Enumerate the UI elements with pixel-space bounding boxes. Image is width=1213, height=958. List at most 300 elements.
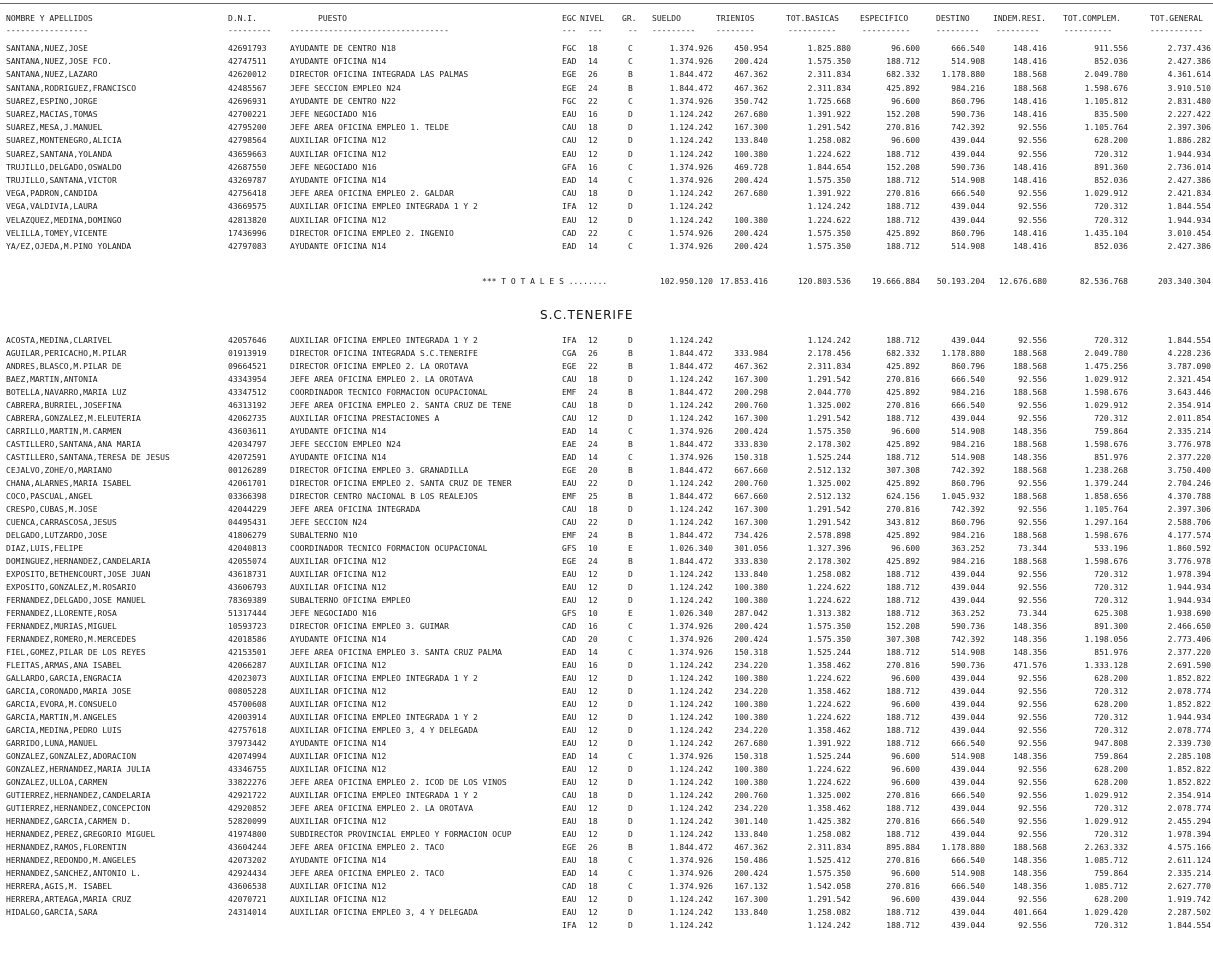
- cell-dni: 03366398: [228, 492, 267, 501]
- cell-dni: 43606793: [228, 583, 267, 592]
- cell-puesto: AYUDANTE OFICINA N14: [290, 635, 387, 644]
- cell-puesto: DIRECTOR OFICINA EMPLEO 3. GUIMAR: [290, 622, 449, 631]
- cell-sueldo: 1.124.242: [669, 778, 713, 787]
- cell-gr: D: [628, 375, 633, 384]
- totals-tot-basicas: 120.803.536: [798, 277, 851, 286]
- cell-destino: 439.044: [951, 713, 985, 722]
- cell-trienios: 301.056: [734, 544, 768, 553]
- cell-tot-basicas: 1.124.242: [807, 202, 851, 212]
- cell-tot-basicas: 1.391.922: [807, 189, 851, 199]
- cell-dni: 46313192: [228, 401, 267, 410]
- totals-sueldo: 102.950.120: [660, 277, 713, 286]
- cell-indem: 92.556: [1018, 674, 1047, 683]
- cell-sueldo: 1.124.242: [669, 921, 713, 930]
- cell-especifico: 270.816: [886, 661, 920, 670]
- cell-especifico: 96.600: [891, 700, 920, 709]
- cell-destino: 590.736: [951, 162, 985, 172]
- cell-trienios: 287.042: [734, 609, 768, 618]
- cell-egc: EAU: [562, 765, 577, 774]
- table-row: [0, 188, 1213, 200]
- cell-gr: D: [628, 700, 633, 709]
- cell-destino: 439.044: [951, 674, 985, 683]
- cell-destino: 590.736: [951, 661, 985, 670]
- cell-dni: 01913919: [228, 349, 267, 358]
- cell-nivel: 12: [588, 908, 598, 917]
- cell-tot-general: 2.227.422: [1167, 110, 1211, 119]
- cell-gr: C: [628, 162, 633, 172]
- cell-trienios: 200.424: [734, 869, 768, 878]
- cell-trienios: 133.840: [734, 136, 768, 146]
- cell-tot-general: 2.339.730: [1167, 739, 1211, 748]
- table-row: [0, 122, 1213, 134]
- cell-egc: EGE: [562, 557, 577, 566]
- cell-gr: C: [628, 44, 633, 53]
- cell-trienios: 234.220: [734, 687, 768, 696]
- cell-sueldo: 1.124.242: [669, 726, 713, 735]
- cell-indem: 148.356: [1013, 622, 1047, 631]
- cell-gr: C: [628, 242, 633, 251]
- cell-indem: 92.556: [1018, 921, 1047, 930]
- cell-gr: D: [628, 661, 633, 670]
- cell-gr: D: [628, 739, 633, 748]
- cell-tot-basicas: 2.044.770: [807, 388, 851, 397]
- table-row: [0, 699, 1213, 711]
- cell-puesto: AUXILIAR OFICINA N12: [290, 895, 387, 904]
- cell-sueldo: 1.844.472: [669, 466, 713, 475]
- cell-gr: D: [628, 505, 633, 514]
- cell-puesto: AUXILIAR OFICINA N12: [290, 661, 387, 670]
- cell-dni: 41806279: [228, 531, 267, 540]
- table-row: [0, 491, 1213, 503]
- cell-egc: FGC: [562, 96, 577, 106]
- cell-name: CHANA,ALARNES,MARIA ISABEL: [6, 479, 132, 488]
- cell-destino: 666.540: [951, 739, 985, 748]
- cell-nivel: 24: [588, 557, 598, 566]
- cell-tot-complem: 1.475.256: [1084, 362, 1128, 371]
- cell-trienios: 150.318: [734, 752, 768, 761]
- cell-name: HERNANDEZ,GARCIA,CARMEN D.: [6, 817, 132, 826]
- cell-egc: EAU: [562, 661, 577, 670]
- cell-tot-complem: 625.308: [1094, 609, 1128, 618]
- cell-tot-basicas: 2.311.834: [807, 843, 851, 852]
- cell-trienios: 467.362: [734, 83, 768, 93]
- cell-puesto: COORDINADOR TECNICO FORMACION OCUPACIONAL: [290, 388, 488, 397]
- cell-gr: C: [628, 635, 633, 644]
- cell-puesto: JEFE SECCION N24: [290, 518, 368, 527]
- cell-tot-complem: 1.435.104: [1084, 228, 1128, 238]
- table-row: [0, 751, 1213, 763]
- cell-tot-basicas: 1.525.244: [807, 752, 851, 761]
- cell-tot-basicas: 1.844.654: [807, 162, 851, 172]
- cell-especifico: 270.816: [886, 856, 920, 865]
- cell-especifico: 188.712: [886, 713, 920, 722]
- cell-sueldo: 1.374.926: [669, 44, 713, 53]
- cell-destino: 742.392: [951, 505, 985, 514]
- cell-nivel: 14: [588, 176, 598, 185]
- cell-trienios: 467.362: [734, 843, 768, 852]
- cell-tot-basicas: 1.825.880: [807, 44, 851, 53]
- section-title: S.C.TENERIFE: [540, 308, 634, 322]
- cell-tot-general: 1.919.742: [1167, 895, 1211, 904]
- cell-indem: 148.356: [1013, 635, 1047, 644]
- cell-name: TRUJILLO,SANTANA,VICTOR: [6, 176, 117, 185]
- cell-tot-complem: 1.379.244: [1084, 479, 1128, 488]
- cell-especifico: 188.712: [886, 921, 920, 930]
- cell-indem: 92.556: [1018, 136, 1047, 146]
- cell-egc: FGC: [562, 44, 577, 53]
- cell-sueldo: 1.844.472: [669, 440, 713, 449]
- cell-indem: 148.416: [1013, 176, 1047, 185]
- cell-tot-general: 2.455.294: [1167, 817, 1211, 826]
- table-row: [0, 517, 1213, 529]
- cell-trienios: 333.984: [734, 349, 768, 358]
- cell-egc: CAU: [562, 414, 577, 423]
- cell-trienios: 333.830: [734, 440, 768, 449]
- cell-trienios: 167.300: [734, 518, 768, 527]
- cell-destino: 363.252: [951, 609, 985, 618]
- cell-nivel: 16: [588, 162, 598, 172]
- cell-trienios: 200.424: [734, 622, 768, 631]
- cell-egc: EAD: [562, 176, 577, 185]
- cell-egc: EAE: [562, 440, 577, 449]
- cell-destino: 439.044: [951, 765, 985, 774]
- cell-tot-complem: 1.333.128: [1084, 661, 1128, 670]
- cell-indem: 188.568: [1013, 466, 1047, 475]
- cell-trienios: 100.380: [734, 149, 768, 159]
- cell-gr: B: [628, 83, 633, 93]
- cell-name: VELAZQUEZ,MEDINA,DOMINGO: [6, 215, 122, 225]
- totals-tot-general: 203.340.304: [1158, 277, 1211, 286]
- cell-indem: 92.556: [1018, 149, 1047, 159]
- cell-tot-complem: 891.360: [1094, 162, 1128, 172]
- cell-sueldo: 1.124.242: [669, 791, 713, 800]
- cell-trienios: 150.486: [734, 856, 768, 865]
- cell-tot-general: 2.588.706: [1167, 518, 1211, 527]
- table-row: [0, 816, 1213, 828]
- cell-name: GUTIERREZ,HERNANDEZ,CANDELARIA: [6, 791, 151, 800]
- cell-indem: 188.568: [1013, 362, 1047, 371]
- cell-tot-basicas: 1.291.542: [807, 375, 851, 384]
- cell-tot-basicas: 1.258.082: [807, 908, 851, 917]
- cell-sueldo: 1.124.242: [669, 110, 713, 119]
- table-row: [0, 894, 1213, 906]
- cell-tot-basicas: 1.224.622: [807, 674, 851, 683]
- cell-destino: 590.736: [951, 622, 985, 631]
- table-row: [0, 725, 1213, 737]
- cell-indem: 92.556: [1018, 583, 1047, 592]
- cell-destino: 514.908: [951, 869, 985, 878]
- cell-tot-basicas: 1.575.350: [807, 228, 851, 238]
- cell-name: ACOSTA,MEDINA,CLARIVEL: [6, 336, 112, 345]
- cell-egc: EAU: [562, 895, 577, 904]
- cell-puesto: AYUDANTE OFICINA N14: [290, 242, 387, 251]
- cell-egc: CAU: [562, 189, 577, 199]
- header-underline-row: [0, 25, 1213, 37]
- cell-destino: 984.216: [951, 531, 985, 540]
- cell-gr: E: [628, 609, 633, 618]
- cell-tot-complem: 851.976: [1094, 453, 1128, 462]
- cell-name: AGUILAR,PERICACHO,M.PILAR: [6, 349, 127, 358]
- cell-especifico: 188.712: [886, 242, 920, 251]
- cell-especifico: 188.712: [886, 687, 920, 696]
- cell-name: HERRERA,ARTEAGA,MARIA CRUZ: [6, 895, 132, 904]
- cell-tot-general: 2.078.774: [1167, 687, 1211, 696]
- cell-tot-general: 3.787.090: [1167, 362, 1211, 371]
- cell-gr: C: [628, 427, 633, 436]
- cell-indem: 148.356: [1013, 856, 1047, 865]
- cell-dni: 42057646: [228, 336, 267, 345]
- cell-nivel: 12: [588, 583, 598, 592]
- table-row: [0, 738, 1213, 750]
- cell-destino: 439.044: [951, 700, 985, 709]
- cell-tot-complem: 1.598.676: [1084, 388, 1128, 397]
- cell-puesto: AUXILIAR OFICINA N12: [290, 136, 387, 146]
- cell-tot-basicas: 2.311.834: [807, 362, 851, 371]
- cell-sueldo: 1.124.242: [669, 895, 713, 904]
- cell-tot-basicas: 1.575.350: [807, 427, 851, 436]
- cell-tot-general: 3.010.454: [1167, 228, 1211, 238]
- cell-egc: EAU: [562, 726, 577, 735]
- cell-egc: EGE: [562, 70, 577, 80]
- table-row: [0, 543, 1213, 555]
- cell-gr: B: [628, 388, 633, 397]
- cell-dni: 43669575: [228, 202, 267, 212]
- cell-nivel: 20: [588, 635, 598, 644]
- cell-gr: C: [628, 176, 633, 185]
- cell-tot-basicas: 1.325.002: [807, 401, 851, 410]
- cell-indem: 148.416: [1013, 57, 1047, 67]
- cell-sueldo: 1.124.242: [669, 713, 713, 722]
- cell-sueldo: 1.844.472: [669, 531, 713, 540]
- cell-tot-general: 1.944.934: [1167, 596, 1211, 605]
- cell-nivel: 16: [588, 661, 598, 670]
- cell-puesto: AUXILIAR OFICINA N12: [290, 570, 387, 579]
- cell-tot-general: 2.011.854: [1167, 414, 1211, 423]
- cell-trienios: 267.680: [734, 110, 768, 119]
- cell-gr: D: [628, 765, 633, 774]
- cell-nivel: 22: [588, 518, 598, 527]
- dash-sueldo: ---------: [652, 26, 696, 35]
- cell-tot-general: 4.361.614: [1167, 70, 1211, 80]
- table-row: [0, 374, 1213, 386]
- cell-indem: 148.356: [1013, 648, 1047, 657]
- cell-tot-complem: 1.238.268: [1084, 466, 1128, 475]
- cell-tot-complem: 1.198.056: [1084, 635, 1128, 644]
- cell-tot-general: 2.285.108: [1167, 752, 1211, 761]
- cell-gr: D: [628, 414, 633, 423]
- cell-tot-complem: 851.976: [1094, 648, 1128, 657]
- cell-sueldo: 1.124.242: [669, 661, 713, 670]
- cell-indem: 92.556: [1018, 505, 1047, 514]
- cell-nivel: 25: [588, 492, 598, 501]
- cell-name: GUTIERREZ,HERNANDEZ,CONCEPCION: [6, 804, 151, 813]
- cell-puesto: AUXILIAR OFICINA EMPLEO 3, 4 Y DELEGADA: [290, 726, 478, 735]
- cell-destino: 514.908: [951, 242, 985, 251]
- cell-sueldo: 1.844.472: [669, 349, 713, 358]
- cell-egc: EMF: [562, 388, 577, 397]
- cell-tot-general: 2.611.124: [1167, 856, 1211, 865]
- header-egc: EGC: [562, 14, 577, 23]
- cell-tot-complem: 1.029.912: [1084, 375, 1128, 384]
- table-row: [0, 712, 1213, 724]
- cell-destino: 666.540: [951, 401, 985, 410]
- cell-tot-general: 1.852.822: [1167, 674, 1211, 683]
- cell-tot-general: 2.397.306: [1167, 123, 1211, 133]
- cell-tot-general: 1.944.934: [1167, 583, 1211, 592]
- cell-puesto: COORDINADOR TECNICO FORMACION OCUPACIONAL: [290, 544, 488, 553]
- cell-trienios: 200.424: [734, 176, 768, 185]
- cell-gr: B: [628, 843, 633, 852]
- cell-nivel: 12: [588, 726, 598, 735]
- cell-dni: 42813820: [228, 215, 267, 225]
- cell-dni: 42920852: [228, 804, 267, 813]
- table-row: [0, 149, 1213, 161]
- cell-tot-basicas: 2.578.898: [807, 531, 851, 540]
- cell-tot-general: 1.852.822: [1167, 765, 1211, 774]
- cell-dni: 42055074: [228, 557, 267, 566]
- header-gr: GR.: [622, 14, 637, 23]
- cell-dni: 52820099: [228, 817, 267, 826]
- cell-tot-complem: 720.312: [1094, 336, 1128, 345]
- cell-egc: IFA: [562, 336, 577, 345]
- cell-tot-basicas: 1.525.244: [807, 453, 851, 462]
- dash-trienios: --------: [716, 26, 755, 35]
- cell-puesto: AYUDANTE OFICINA N14: [290, 739, 387, 748]
- cell-name: SANTANA,NUEZ,JOSE: [6, 44, 88, 53]
- cell-indem: 148.416: [1013, 44, 1047, 53]
- cell-tot-general: 1.944.934: [1167, 149, 1211, 159]
- cell-tot-general: 2.627.770: [1167, 882, 1211, 891]
- cell-egc: IFA: [562, 202, 577, 212]
- cell-nivel: 18: [588, 375, 598, 384]
- cell-egc: EAU: [562, 570, 577, 579]
- cell-destino: 439.044: [951, 726, 985, 735]
- cell-especifico: 270.816: [886, 123, 920, 133]
- cell-tot-basicas: 1.224.622: [807, 583, 851, 592]
- cell-nivel: 12: [588, 778, 598, 787]
- cell-sueldo: 1.124.242: [669, 505, 713, 514]
- cell-egc: CAU: [562, 505, 577, 514]
- cell-name: FIEL,GOMEZ,PILAR DE LOS REYES: [6, 648, 146, 657]
- table-row: [0, 504, 1213, 516]
- cell-especifico: 152.208: [886, 110, 920, 119]
- cell-tot-complem: 720.312: [1094, 149, 1128, 159]
- cell-puesto: AUXILIAR OFICINA N12: [290, 149, 387, 159]
- cell-gr: B: [628, 349, 633, 358]
- cell-nivel: 12: [588, 202, 598, 212]
- cell-puesto: JEFE NEGOCIADO N16: [290, 162, 377, 172]
- cell-nivel: 16: [588, 110, 598, 119]
- cell-tot-complem: 852.036: [1094, 176, 1128, 185]
- cell-tot-complem: 947.808: [1094, 739, 1128, 748]
- cell-destino: 742.392: [951, 123, 985, 133]
- cell-gr: B: [628, 466, 633, 475]
- dash-dni: ---------: [228, 26, 272, 35]
- cell-nivel: 18: [588, 856, 598, 865]
- cell-gr: D: [628, 202, 633, 212]
- cell-indem: 92.556: [1018, 791, 1047, 800]
- cell-tot-complem: 720.312: [1094, 202, 1128, 212]
- cell-puesto: AUXILIAR OFICINA EMPLEO INTEGRADA 1 Y 2: [290, 674, 478, 683]
- cell-sueldo: 1.374.926: [669, 453, 713, 462]
- table-row: [0, 608, 1213, 620]
- cell-tot-general: 3.776.978: [1167, 557, 1211, 566]
- cell-gr: E: [628, 544, 633, 553]
- cell-dni: 42747511: [228, 57, 267, 67]
- cell-egc: EAD: [562, 57, 577, 67]
- cell-especifico: 188.712: [886, 176, 920, 185]
- cell-dni: 51317444: [228, 609, 267, 618]
- cell-puesto: AYUDANTE OFICINA N14: [290, 427, 387, 436]
- cell-nivel: 18: [588, 189, 598, 199]
- cell-egc: EAD: [562, 453, 577, 462]
- cell-nivel: 14: [588, 57, 598, 67]
- cell-tot-basicas: 1.575.350: [807, 176, 851, 185]
- cell-dni: 45700608: [228, 700, 267, 709]
- cell-name: FERNANDEZ,MURIAS,MIGUEL: [6, 622, 117, 631]
- cell-destino: 514.908: [951, 427, 985, 436]
- cell-destino: 439.044: [951, 895, 985, 904]
- cell-destino: 666.540: [951, 44, 985, 53]
- cell-egc: EAU: [562, 583, 577, 592]
- cell-dni: 42040813: [228, 544, 267, 553]
- cell-egc: EAU: [562, 596, 577, 605]
- cell-dni: 42485567: [228, 83, 267, 93]
- cell-puesto: AYUDANTE OFICINA N14: [290, 453, 387, 462]
- cell-puesto: AUXILIAR OFICINA EMPLEO INTEGRADA 1 Y 2: [290, 202, 478, 212]
- cell-gr: C: [628, 228, 633, 238]
- cell-dni: 33822276: [228, 778, 267, 787]
- dash-tot-general: -----------: [1150, 26, 1203, 35]
- cell-puesto: AYUDANTE DE CENTRO N22: [290, 96, 396, 106]
- cell-indem: 92.556: [1018, 202, 1047, 212]
- cell-tot-basicas: 1.525.412: [807, 856, 851, 865]
- cell-dni: 24314014: [228, 908, 267, 917]
- cell-indem: 92.556: [1018, 215, 1047, 225]
- cell-sueldo: 1.374.926: [669, 869, 713, 878]
- cell-gr: D: [628, 570, 633, 579]
- cell-name: GONZALEZ,GONZALEZ,ADORACION: [6, 752, 137, 761]
- cell-name: HERRERA,AGIS,M. ISABEL: [6, 882, 112, 891]
- cell-dni: 42756418: [228, 189, 267, 199]
- cell-sueldo: 1.374.926: [669, 648, 713, 657]
- cell-trienios: 100.380: [734, 583, 768, 592]
- cell-trienios: 100.380: [734, 765, 768, 774]
- cell-tot-general: 1.852.822: [1167, 778, 1211, 787]
- cell-indem: 401.664: [1013, 908, 1047, 917]
- cell-nivel: 22: [588, 362, 598, 371]
- table-row: [0, 829, 1213, 841]
- cell-trienios: 200.760: [734, 791, 768, 800]
- cell-sueldo: 1.374.926: [669, 882, 713, 891]
- cell-name: HERNANDEZ,SANCHEZ,ANTONIO L.: [6, 869, 141, 878]
- totals-label: *** T O T A L E S ........: [482, 277, 608, 286]
- cell-egc: EAU: [562, 739, 577, 748]
- table-row: [0, 530, 1213, 542]
- cell-tot-complem: 891.300: [1094, 622, 1128, 631]
- table-row: [0, 335, 1213, 347]
- cell-tot-basicas: 1.575.350: [807, 869, 851, 878]
- cell-name: VEGA,VALDIVIA,LAURA: [6, 202, 98, 212]
- cell-especifico: 188.712: [886, 596, 920, 605]
- cell-destino: 439.044: [951, 830, 985, 839]
- cell-name: SANTANA,RODRIGUEZ,FRANCISCO: [6, 83, 137, 93]
- cell-dni: 42797083: [228, 242, 267, 251]
- cell-especifico: 188.712: [886, 202, 920, 212]
- cell-dni: 42044229: [228, 505, 267, 514]
- cell-sueldo: 1.124.242: [669, 830, 713, 839]
- cell-gr: D: [628, 674, 633, 683]
